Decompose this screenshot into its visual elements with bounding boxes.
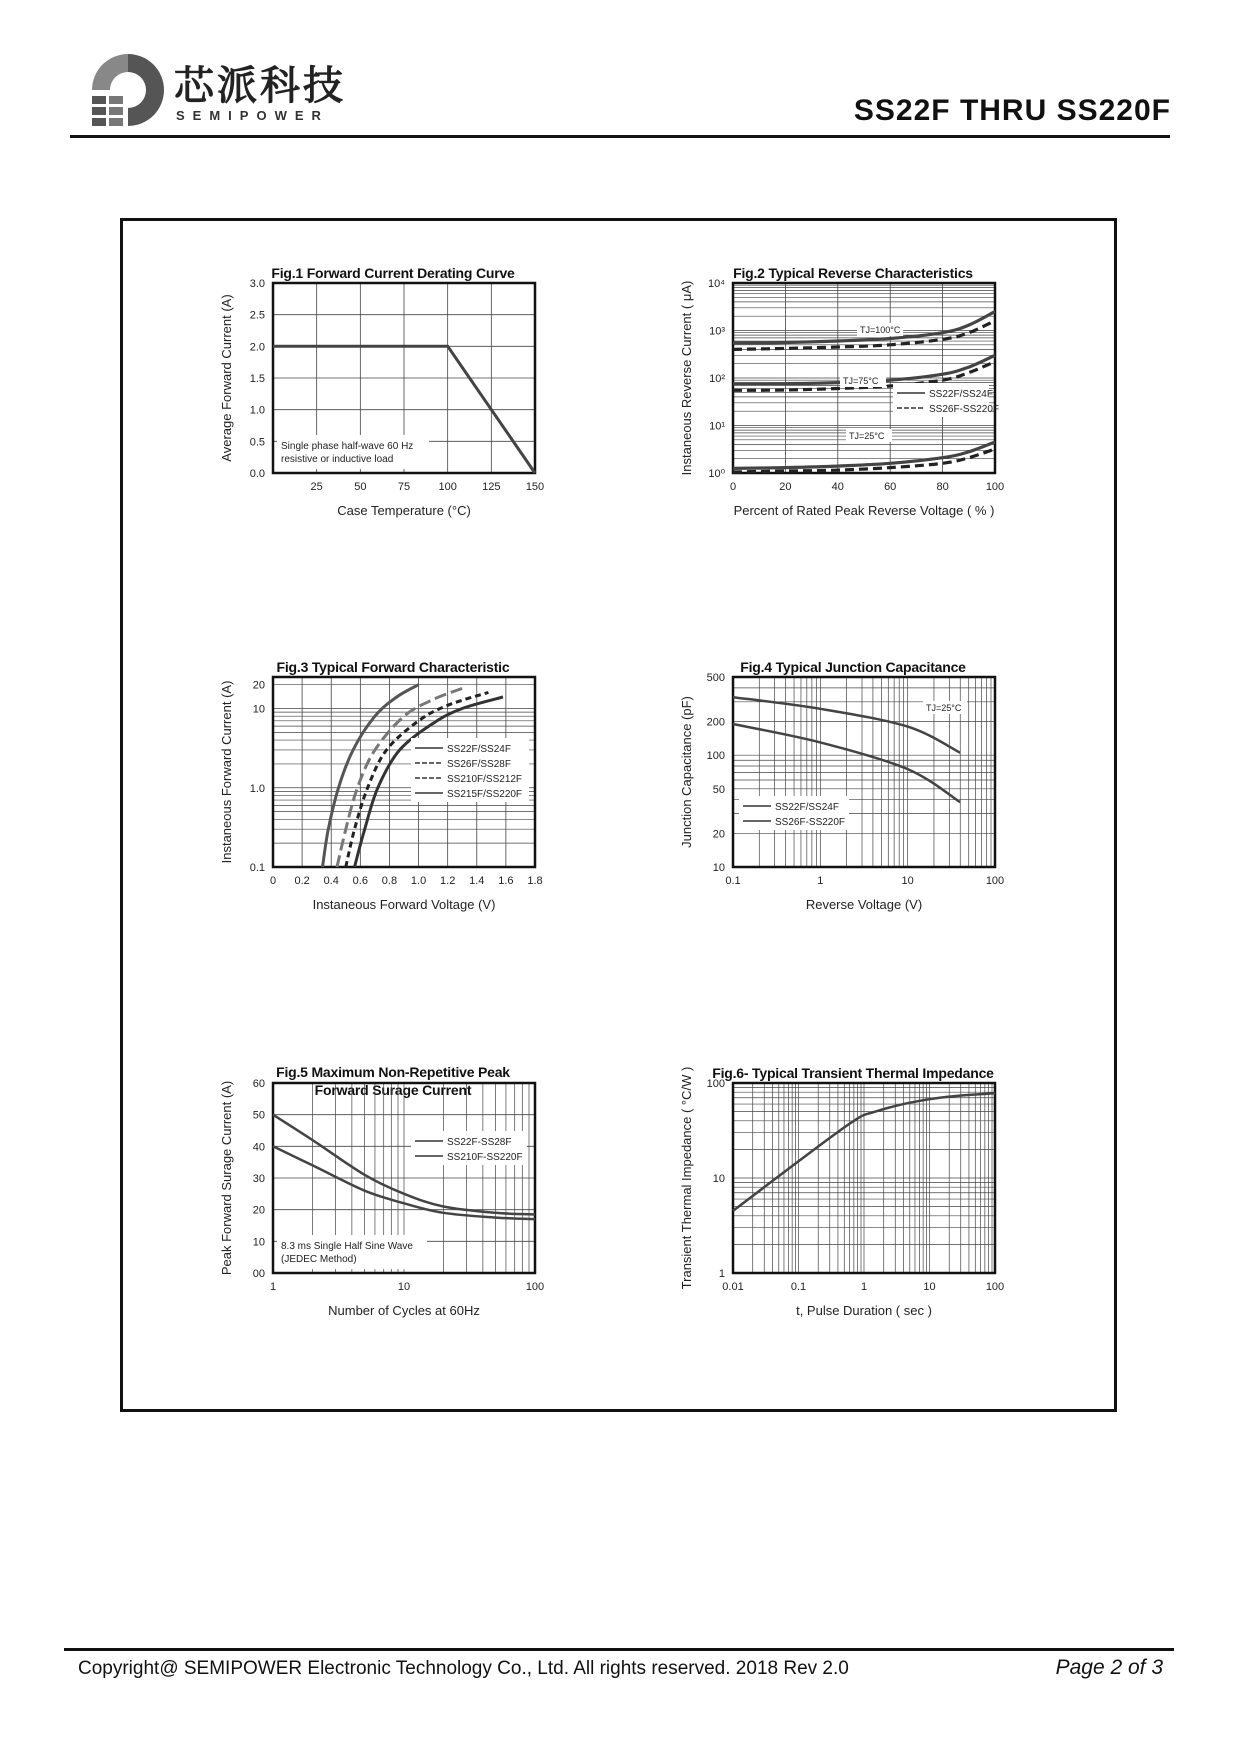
fig2-reverse-chart: [613, 221, 1093, 591]
legend-label: SS215F/SS220F: [447, 789, 523, 800]
x-tick-label: 100: [985, 481, 1005, 493]
fig1-plot: [153, 221, 633, 591]
footer-divider: [64, 1648, 1174, 1651]
x-tick-label: 0.01: [722, 1281, 744, 1293]
fig3-forward-chart: [153, 615, 633, 985]
fig5-surge-chart: [153, 1021, 633, 1391]
legend-label: SS22F/SS24F: [447, 744, 511, 755]
x-tick-label: 1: [269, 1281, 277, 1293]
fig5-note-line2: (JEDEC Method): [281, 1254, 357, 1265]
x-tick-label: 125: [482, 481, 501, 493]
fig2-label-75: TJ=75°C: [843, 376, 879, 386]
y-tick-label: 2.0: [249, 341, 265, 354]
x-tick-label: 0.6: [352, 875, 368, 887]
header-divider: [70, 135, 1170, 138]
y-tick-label: 100: [706, 1078, 725, 1090]
x-tick-label: 75: [397, 481, 411, 493]
x-tick-label: 0.8: [381, 875, 398, 887]
y-tick-label: 10¹: [709, 420, 725, 433]
x-axis-label: Number of Cycles at 60Hz: [328, 1303, 480, 1318]
y-tick-label: 50: [252, 1109, 265, 1122]
y-tick-label: 20: [252, 679, 265, 692]
legend-label: SS22F-SS28F: [447, 1137, 512, 1148]
y-tick-label: 500: [706, 672, 725, 684]
y-tick-label: 10⁰: [708, 468, 725, 480]
x-tick-label: 10: [923, 1281, 936, 1293]
series-line: [733, 442, 995, 468]
fig6-title: Fig.6- Typical Transient Thermal Impedance: [712, 1065, 994, 1081]
y-tick-label: 10⁴: [708, 278, 725, 290]
fig1-note-line1: Single phase half-wave 60 Hz: [281, 441, 414, 452]
x-tick-label: 100: [985, 875, 1005, 887]
x-axis-label: Instaneous Forward Voltage (V): [312, 897, 496, 912]
fig3-plot: [153, 615, 633, 985]
legend-label: SS26F/SS28F: [447, 759, 511, 770]
x-tick-label: 0.1: [725, 875, 741, 887]
y-tick-label: 30: [252, 1173, 265, 1185]
y-tick-label: 10³: [709, 325, 725, 338]
y-tick-label: 10: [252, 1236, 265, 1249]
x-tick-label: 0: [269, 875, 277, 887]
x-tick-label: 0: [729, 481, 737, 493]
x-tick-label: 1.4: [469, 875, 485, 887]
x-tick-label: 0.2: [294, 875, 310, 887]
y-tick-label: 1.5: [249, 373, 265, 385]
fig2-plot: [613, 221, 1093, 591]
x-tick-label: 10: [901, 875, 914, 887]
legend-label: SS22F/SS24F: [929, 389, 993, 400]
x-tick-label: 0.1: [790, 1281, 807, 1293]
y-axis-label: Instaneous Reverse Current ( μA): [679, 280, 694, 476]
y-tick-label: 1.0: [249, 404, 265, 417]
x-tick-label: 1: [860, 1281, 868, 1293]
company-name-en: SEMIPOWER: [176, 108, 329, 123]
x-tick-label: 1.6: [498, 875, 514, 887]
y-tick-label: 10: [712, 1173, 725, 1185]
fig4-plot: [613, 615, 1093, 985]
y-axis-label: Average Forward Current (A): [219, 294, 234, 462]
x-tick-label: 100: [438, 481, 457, 493]
y-tick-label: 60: [252, 1078, 265, 1090]
x-tick-label: 1.2: [440, 875, 456, 887]
x-tick-label: 0.4: [323, 875, 339, 887]
x-tick-label: 20: [779, 481, 792, 493]
y-tick-label: 0.5: [249, 436, 265, 449]
fig3-title: Fig.3 Typical Forward Characteristic: [276, 659, 510, 675]
x-tick-label: 60: [884, 481, 897, 493]
y-tick-label: 2.5: [249, 309, 265, 322]
x-tick-label: 100: [525, 1281, 545, 1293]
x-axis-label: Percent of Rated Peak Reverse Voltage ( % ): [733, 503, 995, 518]
y-tick-label: 0.0: [249, 468, 265, 480]
y-tick-label: 10: [252, 703, 265, 716]
y-tick-label: 200: [706, 716, 725, 729]
fig1-note-line2: resistive or inductive load: [281, 454, 394, 465]
x-tick-label: 40: [831, 481, 844, 493]
semipower-logo-icon: [88, 50, 168, 130]
legend-label: SS26F-SS220F: [775, 817, 846, 828]
x-tick-label: 150: [525, 481, 545, 493]
x-tick-label: 25: [310, 481, 323, 493]
y-tick-label: 20: [252, 1204, 265, 1217]
fig6-plot: [613, 1021, 1093, 1391]
x-tick-label: 80: [936, 481, 949, 493]
company-logo: [88, 50, 348, 130]
y-tick-label: 10: [712, 862, 725, 874]
y-tick-label: 40: [252, 1141, 265, 1154]
legend-label: SS26F-SS220F: [929, 404, 1000, 415]
x-axis-label: Reverse Voltage (V): [805, 897, 923, 912]
legend-label: SS22F/SS24F: [775, 802, 839, 813]
fig4-capacitance-chart: [613, 615, 1093, 985]
x-axis-label: t, Pulse Duration ( sec ): [796, 1303, 932, 1318]
fig5-note-line1: 8.3 ms Single Half Sine Wave: [281, 1241, 413, 1252]
fig5-title-line1: Fig.5 Maximum Non-Repetitive Peak: [276, 1064, 510, 1080]
figures-frame: [120, 218, 1117, 1412]
page-number: Page 2 of 3: [1055, 1656, 1163, 1679]
fig2-title: Fig.2 Typical Reverse Characteristics: [733, 265, 973, 281]
document-title: SS22F THRU SS220F: [853, 94, 1171, 127]
y-axis-label: Junction Capacitance (pF): [679, 696, 694, 848]
fig2-label-25: TJ=25°C: [849, 431, 885, 441]
y-axis-label: Instaneous Forward Current (A): [219, 680, 234, 864]
fig4-label-temp: TJ=25°C: [926, 703, 962, 713]
y-tick-label: 3.0: [249, 278, 265, 290]
fig4-title: Fig.4 Typical Junction Capacitance: [740, 659, 966, 675]
y-tick-label: 00: [252, 1268, 265, 1280]
x-tick-label: 50: [354, 481, 367, 493]
fig2-label-100: TJ=100°C: [860, 325, 901, 335]
fig6-thermal-chart: [613, 1021, 1093, 1391]
y-tick-label: 20: [712, 828, 725, 841]
x-tick-label: 1.0: [410, 875, 427, 887]
fig1-derating-chart: [153, 221, 633, 591]
y-axis-label: Transient Thermal Impedance ( °C/W ): [679, 1066, 694, 1290]
x-tick-label: 100: [985, 1281, 1005, 1293]
y-tick-label: 1: [718, 1268, 725, 1280]
y-tick-label: 50: [712, 783, 725, 796]
x-axis-label: Case Temperature (°C): [337, 503, 471, 518]
fig5-plot: [153, 1021, 633, 1391]
fig5-title-line2: Forward Surage Current: [314, 1082, 472, 1098]
legend-label: SS210F/SS212F: [447, 774, 523, 785]
company-name-cn: 芯派科技: [174, 63, 346, 109]
fig1-title: Fig.1 Forward Current Derating Curve: [271, 265, 515, 281]
y-tick-label: 0.1: [249, 862, 265, 874]
copyright-text: Copyright@ SEMIPOWER Electronic Technology Co., Ltd. All rights reserved. 2018 Rev 2.0: [78, 1658, 849, 1679]
y-tick-label: 10²: [709, 373, 725, 385]
x-tick-label: 10: [397, 1281, 411, 1293]
y-tick-label: 1.0: [249, 782, 265, 795]
legend-label: SS210F-SS220F: [447, 1152, 523, 1163]
x-tick-label: 1.8: [527, 875, 543, 887]
x-tick-label: 1: [817, 875, 824, 887]
y-tick-label: 100: [706, 750, 725, 763]
y-axis-label: Peak Forward Surage Current (A): [219, 1080, 234, 1276]
